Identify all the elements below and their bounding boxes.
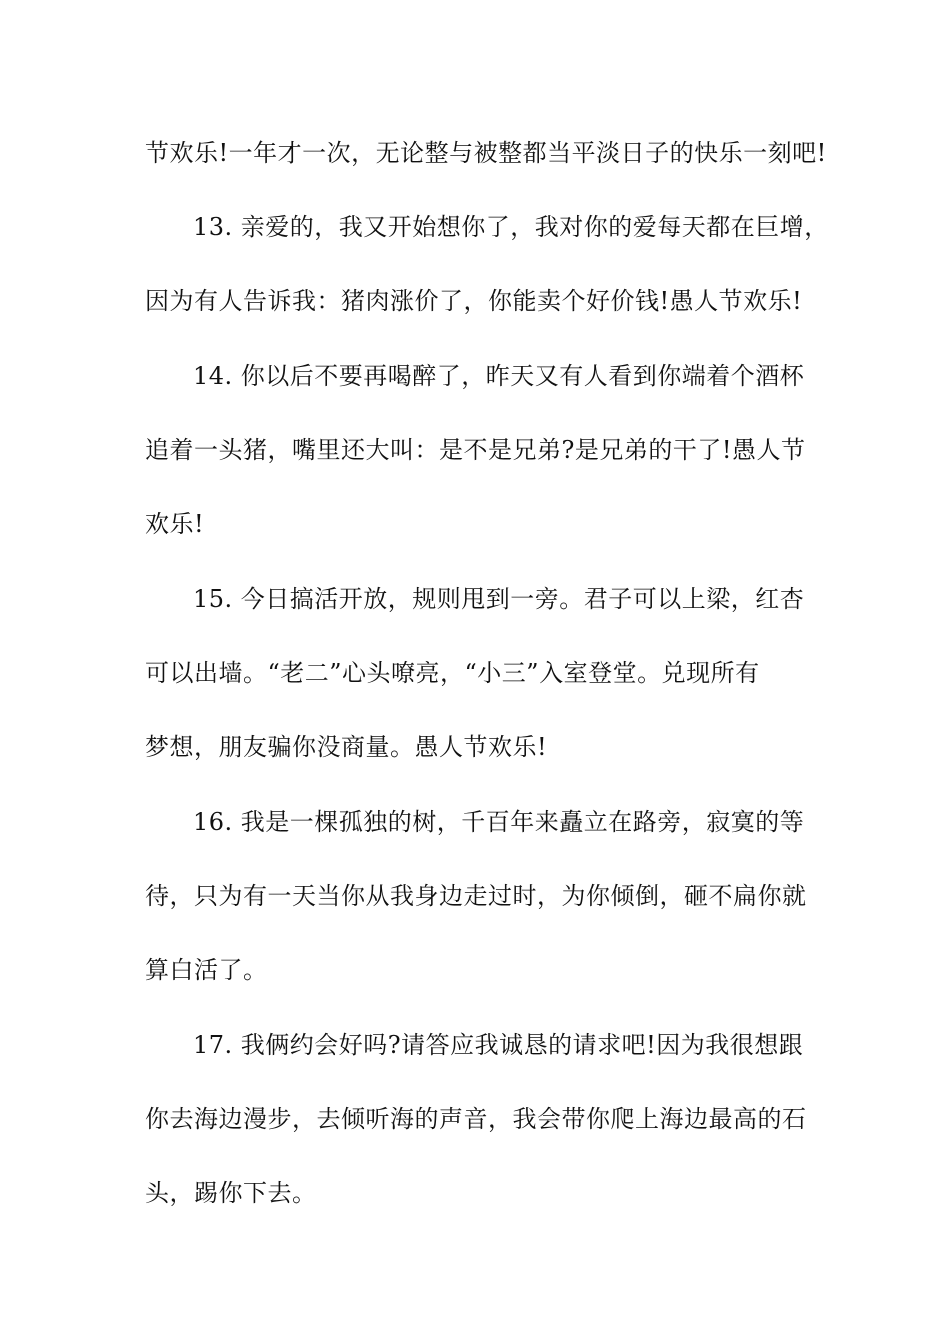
text-line: 可以出墙。“老二”心头嘹亮，“小三”入室登堂。兑现所有 — [145, 659, 760, 687]
paragraph-17-line: 17. 我俩约会好吗?请答应我诚恳的请求吧!因为我很想跟 — [193, 1031, 804, 1059]
paragraph-15-line: 15. 今日搞活开放，规则甩到一旁。君子可以上梁，红杏 — [193, 585, 805, 613]
text-line: 待，只为有一天当你从我身边走过时，为你倾倒，砸不扁你就 — [145, 882, 807, 910]
text-line: 追着一头猪，嘴里还大叫：是不是兄弟?是兄弟的干了!愚人节 — [145, 436, 806, 464]
text-line: 算白活了。 — [145, 956, 268, 984]
text-line: 梦想，朋友骗你没商量。愚人节欢乐! — [145, 733, 548, 761]
paragraph-14-line: 14. 你以后不要再喝醉了，昨天又有人看到你端着个酒杯 — [193, 362, 805, 390]
text-line: 节欢乐!一年才一次，无论整与被整都当平淡日子的快乐一刻吧! — [145, 139, 827, 167]
paragraph-13-line: 13. 亲爱的，我又开始想你了，我对你的爱每天都在巨增， — [193, 213, 829, 241]
text-line: 你去海边漫步，去倾听海的声音，我会带你爬上海边最高的石 — [145, 1105, 807, 1133]
text-line: 因为有人告诉我：猪肉涨价了，你能卖个好价钱!愚人节欢乐! — [145, 287, 803, 315]
text-line: 欢乐! — [145, 510, 205, 538]
paragraph-16-line: 16. 我是一棵孤独的树，千百年来矗立在路旁，寂寞的等 — [193, 808, 805, 836]
text-line: 头，踢你下去。 — [145, 1179, 317, 1207]
